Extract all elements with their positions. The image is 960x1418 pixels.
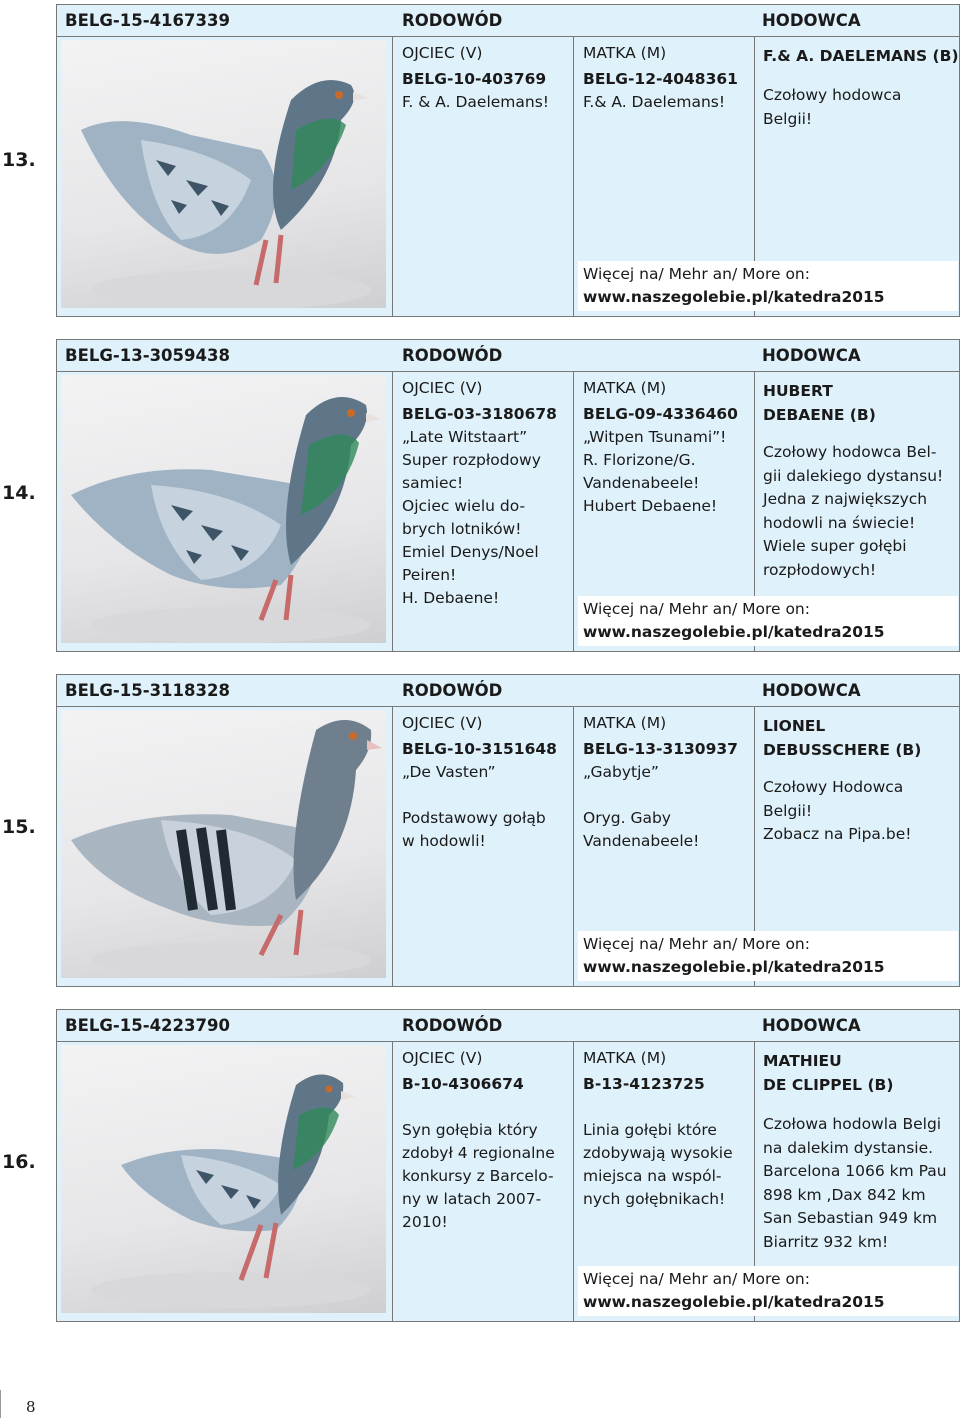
ring-number: BELG-15-4223790 xyxy=(65,1016,230,1035)
father-column xyxy=(392,371,573,651)
pigeon-photo xyxy=(61,1045,386,1313)
mother-ring: B-13-4123725 xyxy=(583,1075,705,1093)
entry-number: 15. xyxy=(2,816,36,838)
more-on-label: Więcej na/ Mehr an/ More on: xyxy=(583,1270,810,1288)
father-description: Syn gołębia który zdobył 4 regionalne konkursy z Barcelo- ny w latach 2007- 2010! xyxy=(402,1121,555,1231)
mother-ring: BELG-09-4336460 xyxy=(583,405,738,423)
mother-description: F.& A. Daelemans! xyxy=(583,93,726,111)
mother-description: „Witpen Tsunami”! R. Florizone/G. Vandenabeele! Hubert Debaene! xyxy=(583,428,727,515)
pigeon-entry-14 xyxy=(0,339,960,652)
pedigree-label: RODOWÓD xyxy=(402,1016,503,1035)
father-label: OJCIEC (V) xyxy=(402,714,483,732)
more-on-url[interactable]: www.naszegolebie.pl/katedra2015 xyxy=(583,1293,885,1311)
entry-number: 16. xyxy=(2,1151,36,1173)
father-description: F. & A. Daelemans! xyxy=(402,93,550,111)
pigeon-entry-15 xyxy=(0,674,960,987)
breeder-name: MATHIEU DE CLIPPEL (B) xyxy=(763,1052,894,1094)
entry-header xyxy=(57,340,959,372)
ring-number: BELG-15-3118328 xyxy=(65,681,230,700)
father-column xyxy=(392,36,573,316)
breeder-description: Czołowy hodowca Belgii! xyxy=(763,86,902,128)
ring-number: BELG-15-4167339 xyxy=(65,11,230,30)
more-on-url[interactable]: www.naszegolebie.pl/katedra2015 xyxy=(583,288,885,306)
father-label: OJCIEC (V) xyxy=(402,44,483,62)
breeder-description: Czołowy Hodowca Belgii! Zobacz na Pipa.be! xyxy=(763,778,912,843)
more-info xyxy=(578,931,958,981)
more-on-label: Więcej na/ Mehr an/ More on: xyxy=(583,935,810,953)
mother-ring: BELG-12-4048361 xyxy=(583,70,738,88)
father-description: „De Vasten” Podstawowy gołąb w hodowli! xyxy=(402,763,546,850)
father-description: „Late Witstaart” Super rozpłodowy samiec! Ojciec wielu do- brych lotników! Emiel Denys/Noel Peiren! H. Debaene! xyxy=(402,428,541,607)
breeder-description: Czołowa hodowla Belgi na dalekim dystansie. Barcelona 1066 km Pau 898 km ,Dax 842 km San Sebastian 949 km Biarritz 932 km! xyxy=(763,1115,947,1251)
pigeon-entry-16 xyxy=(0,1009,960,1322)
pigeon-image xyxy=(61,375,386,643)
pigeon-photo xyxy=(61,375,386,643)
pigeon-entry-13 xyxy=(0,4,960,317)
father-ring: BELG-03-3180678 xyxy=(402,405,557,423)
ring-number: BELG-13-3059438 xyxy=(65,346,230,365)
entry-box xyxy=(56,1009,960,1322)
father-label: OJCIEC (V) xyxy=(402,379,483,397)
more-on-label: Więcej na/ Mehr an/ More on: xyxy=(583,265,810,283)
breeder-description: Czołowy hodowca Bel- gii dalekiego dystansu! Jedna z największych hodowli na świecie! Wiele super gołębi rozpłodowych! xyxy=(763,443,944,579)
pigeon-image xyxy=(61,40,386,308)
father-column xyxy=(392,1041,573,1321)
pedigree-label: RODOWÓD xyxy=(402,11,503,30)
mother-label: MATKA (M) xyxy=(583,1049,667,1067)
father-ring: BELG-10-403769 xyxy=(402,70,547,88)
breeder-name: LIONEL DEBUSSCHERE (B) xyxy=(763,717,922,759)
entry-box xyxy=(56,339,960,652)
mother-label: MATKA (M) xyxy=(583,714,667,732)
breeder-name: F.& A. DAELEMANS (B) xyxy=(763,47,959,65)
mother-description: „Gabytje” Oryg. Gaby Vandenabeele! xyxy=(583,763,700,850)
more-on-url[interactable]: www.naszegolebie.pl/katedra2015 xyxy=(583,623,885,641)
mother-label: MATKA (M) xyxy=(583,44,667,62)
more-on-label: Więcej na/ Mehr an/ More on: xyxy=(583,600,810,618)
mother-description: Linia gołębi które zdobywają wysokie miejsca na wspól- nych gołębnikach! xyxy=(583,1121,733,1208)
entry-number: 14. xyxy=(2,482,36,504)
father-ring: B-10-4306674 xyxy=(402,1075,524,1093)
father-column xyxy=(392,706,573,986)
page-footer-rule xyxy=(0,1390,1,1418)
more-on-url[interactable]: www.naszegolebie.pl/katedra2015 xyxy=(583,958,885,976)
father-ring: BELG-10-3151648 xyxy=(402,740,557,758)
entry-header xyxy=(57,5,959,37)
pedigree-label: RODOWÓD xyxy=(402,681,503,700)
entry-box xyxy=(56,4,960,317)
breeder-label: HODOWCA xyxy=(762,346,861,365)
entry-number: 13. xyxy=(2,149,36,171)
breeder-label: HODOWCA xyxy=(762,1016,861,1035)
pigeon-photo xyxy=(61,710,386,978)
breeder-label: HODOWCA xyxy=(762,11,861,30)
father-label: OJCIEC (V) xyxy=(402,1049,483,1067)
pedigree-label: RODOWÓD xyxy=(402,346,503,365)
mother-ring: BELG-13-3130937 xyxy=(583,740,738,758)
more-info xyxy=(578,1266,958,1316)
page-number: 8 xyxy=(26,1398,36,1416)
pigeon-image xyxy=(61,1045,386,1313)
mother-label: MATKA (M) xyxy=(583,379,667,397)
entry-box xyxy=(56,674,960,987)
breeder-name: HUBERT DEBAENE (B) xyxy=(763,382,876,424)
entry-header xyxy=(57,675,959,707)
pigeon-photo xyxy=(61,40,386,308)
breeder-label: HODOWCA xyxy=(762,681,861,700)
entry-header xyxy=(57,1010,959,1042)
pigeon-image xyxy=(61,710,386,978)
more-info xyxy=(578,261,958,311)
more-info xyxy=(578,596,958,646)
